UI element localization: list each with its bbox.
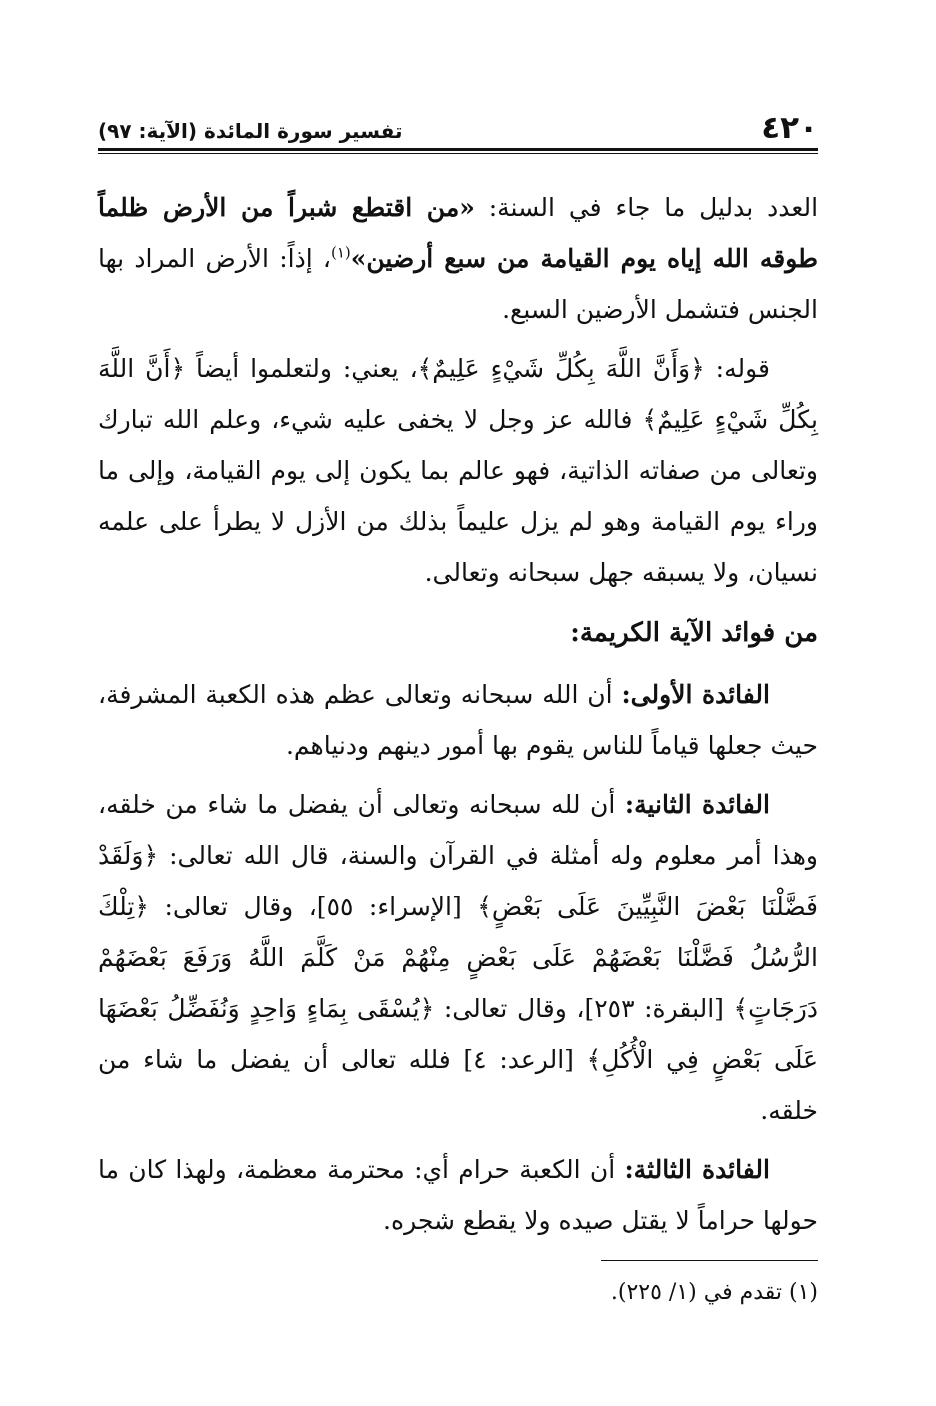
header-rule-thin — [98, 153, 818, 154]
page-body — [98, 182, 818, 1254]
benefit-text: أن الله سبحانه وتعالى عظم هذه الكعبة المشرفة، حيث جعلها قياماً للناس يقوم بها أمور دينهم ودنياهم. — [98, 680, 818, 760]
benefit-text: وقال تعالى: — [148, 892, 294, 921]
footnote: (١) تقدم في (١/ ٢٢٥). — [610, 1280, 818, 1305]
page-number: ٤٢٠ — [761, 110, 818, 146]
section-heading: من فوائد الآية الكريمة: — [570, 618, 818, 648]
footnote-reference: (١) — [331, 243, 351, 262]
quran-verse: ﴿أَنَّ اللَّهَ بِكُلِّ شَيْءٍ عَلِيمٌ﴾ — [98, 354, 819, 434]
verse-reference: [الإسراء: ٥٥]، — [293, 892, 478, 921]
benefit-second — [98, 779, 818, 1136]
benefit-text: وقال تعالى: — [434, 994, 567, 1023]
paragraph-text: فالله عز وجل لا يخفى عليه شيء، وعلم الله تبارك وتعالى من صفاته الذاتية، فهو عالم بما يكون إلى يوم القيامة، وإلى ما وراء يوم القيامة وهو لم يزل عليماً بذلك من الأزل لا يطرأ على علمه نسيان، ولا يسبقه جهل سبحانه وتعالى. — [98, 405, 818, 587]
benefit-text: فلله تعالى أن يفضل ما شاء من خلقه. — [98, 1045, 818, 1125]
book-page — [98, 108, 818, 1328]
benefit-text: أن لله سبحانه وتعالى أن يفضل ما شاء من خلقه، وهذا أمر معلوم وله أمثلة في القرآن والسنة، قال الله تعالى: — [98, 790, 818, 870]
benefit-third — [98, 1144, 818, 1246]
running-header — [98, 108, 818, 144]
quran-verse: ﴿تِلْكَ الرُّسُلُ فَضَّلْنَا بَعْضَهُمْ عَلَى بَعْضٍ مِنْهُمْ مَنْ كَلَّمَ اللَّهُ وَرَفَعَ بَعْضَهُمْ دَرَجَاتٍ﴾ — [98, 892, 818, 1023]
hadith-quote: «من اقتطع شبراً من الأرض ظلماً طوقه الله إياه يوم القيامة من سبع أرضين» — [98, 193, 819, 273]
paragraph-explanation — [98, 343, 818, 598]
benefit-label: الفائدة الثانية: — [624, 790, 770, 819]
paragraph-text: قوله: — [704, 354, 770, 383]
quran-verse: ﴿يُسْقَى بِمَاءٍ وَاحِدٍ وَنُفَضِّلُ بَعْضَهَا عَلَى بَعْضٍ فِي الْأُكُلِ﴾ — [98, 994, 819, 1074]
paragraph-text: ، إذاً: الأرض المراد بها الجنس فتشمل الأرضين السبع. — [98, 244, 818, 324]
benefit-first — [98, 669, 818, 771]
verse-reference: [الرعد: ٤] — [450, 1045, 587, 1074]
benefit-text: أن الكعبة حرام أي: محترمة معظمة، ولهذا كان ما حولها حراماً لا يقتل صيده ولا يقطع شجره. — [98, 1155, 818, 1235]
verse-reference: [البقرة: ٢٥٣]، — [566, 994, 734, 1023]
header-rule-thick — [98, 148, 818, 151]
benefit-label: الفائدة الأولى: — [621, 680, 771, 709]
quran-verse: ﴿وَأَنَّ اللَّهَ بِكُلِّ شَيْءٍ عَلِيمٌ﴾ — [417, 354, 705, 383]
benefit-label: الفائدة الثالثة: — [624, 1155, 770, 1184]
footnote-separator — [601, 1260, 818, 1261]
running-title: تفسير سورة المائدة (الآية: ٩٧) — [98, 119, 403, 143]
paragraph-text: ، يعني: ولتعلموا أيضاً — [185, 354, 418, 383]
paragraph-hadith — [98, 182, 818, 335]
paragraph-text: العدد بدليل ما جاء في السنة: — [474, 193, 819, 222]
quran-verse: ﴿وَلَقَدْ فَضَّلْنَا بَعْضَ النَّبِيِّينَ عَلَى بَعْضٍ﴾ — [98, 841, 818, 921]
